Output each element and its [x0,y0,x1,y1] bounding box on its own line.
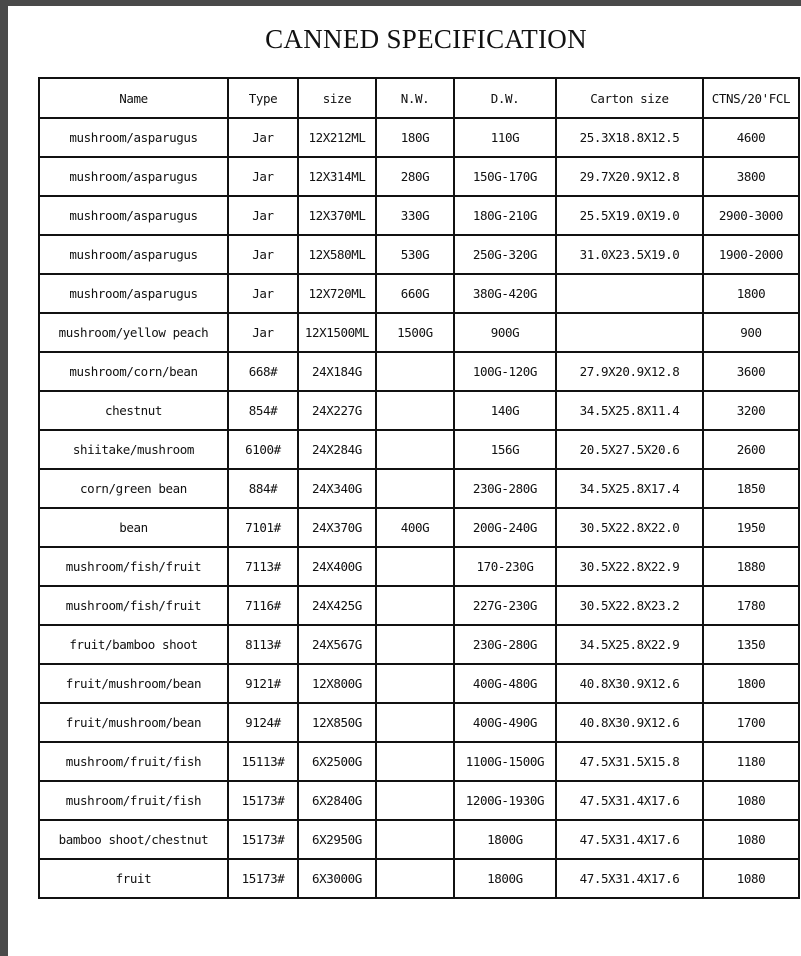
cell-carton-size: 40.8X30.9X12.6 [556,703,703,742]
cell-ctns-per-fcl: 1850 [703,469,799,508]
cell-ctns-per-fcl: 3200 [703,391,799,430]
cell-name: mushroom/fish/fruit [39,586,228,625]
cell-ctns-per-fcl: 3600 [703,352,799,391]
cell-size: 24X425G [298,586,376,625]
cell-type: Jar [228,118,298,157]
cell-dw: 1100G-1500G [454,742,556,781]
cell-carton-size: 34.5X25.8X11.4 [556,391,703,430]
table-row [39,508,799,547]
cell-nw: 330G [376,196,454,235]
cell-type: Jar [228,235,298,274]
cell-carton-size: 47.5X31.4X17.6 [556,820,703,859]
cell-carton-size: 47.5X31.4X17.6 [556,781,703,820]
cell-size: 6X2950G [298,820,376,859]
cell-name: fruit [39,859,228,898]
cell-carton-size [556,313,703,352]
table-row [39,820,799,859]
cell-ctns-per-fcl: 1080 [703,781,799,820]
cell-size: 12X580ML [298,235,376,274]
table-row [39,313,799,352]
cell-dw: 230G-280G [454,469,556,508]
cell-size: 24X227G [298,391,376,430]
cell-type: 9124# [228,703,298,742]
cell-nw [376,547,454,586]
cell-carton-size: 30.5X22.8X22.0 [556,508,703,547]
cell-ctns-per-fcl: 1080 [703,859,799,898]
cell-dw: 150G-170G [454,157,556,196]
cell-carton-size: 31.0X23.5X19.0 [556,235,703,274]
cell-type: 15173# [228,820,298,859]
cell-ctns-per-fcl: 2900-3000 [703,196,799,235]
cell-size: 24X400G [298,547,376,586]
cell-nw: 280G [376,157,454,196]
cell-type: 7101# [228,508,298,547]
cell-nw [376,625,454,664]
cell-nw [376,664,454,703]
cell-ctns-per-fcl: 1880 [703,547,799,586]
cell-type: 9121# [228,664,298,703]
cell-carton-size: 25.5X19.0X19.0 [556,196,703,235]
cell-carton-size: 47.5X31.4X17.6 [556,859,703,898]
cell-name: mushroom/asparugus [39,196,228,235]
cell-dw: 100G-120G [454,352,556,391]
cell-nw: 660G [376,274,454,313]
cell-carton-size: 29.7X20.9X12.8 [556,157,703,196]
cell-type: 7113# [228,547,298,586]
cell-name: mushroom/fish/fruit [39,547,228,586]
page-title: CANNED SPECIFICATION [265,24,587,54]
cell-carton-size: 27.9X20.9X12.8 [556,352,703,391]
cell-carton-size: 40.8X30.9X12.6 [556,664,703,703]
table-row [39,742,799,781]
table-row [39,391,799,430]
cell-carton-size: 30.5X22.8X23.2 [556,586,703,625]
cell-dw: 900G [454,313,556,352]
cell-type: 7116# [228,586,298,625]
cell-name: fruit/bamboo shoot [39,625,228,664]
table-row [39,118,799,157]
cell-size: 24X340G [298,469,376,508]
cell-size: 12X212ML [298,118,376,157]
document-page [8,6,801,956]
cell-dw: 200G-240G [454,508,556,547]
cell-ctns-per-fcl: 1780 [703,586,799,625]
cell-ctns-per-fcl: 2600 [703,430,799,469]
cell-dw: 1800G [454,820,556,859]
cell-name: mushroom/yellow peach [39,313,228,352]
column-header-nw: N.W. [376,78,454,118]
cell-carton-size: 34.5X25.8X17.4 [556,469,703,508]
cell-ctns-per-fcl: 1800 [703,274,799,313]
cell-dw: 180G-210G [454,196,556,235]
column-header-type: Type [228,78,298,118]
cell-type: 15113# [228,742,298,781]
cell-dw: 170-230G [454,547,556,586]
cell-type: 854# [228,391,298,430]
cell-name: mushroom/asparugus [39,274,228,313]
cell-carton-size: 20.5X27.5X20.6 [556,430,703,469]
cell-size: 12X720ML [298,274,376,313]
cell-type: Jar [228,157,298,196]
table-row [39,859,799,898]
cell-size: 12X370ML [298,196,376,235]
spec-table [38,77,800,899]
table-row [39,469,799,508]
cell-ctns-per-fcl: 900 [703,313,799,352]
cell-nw [376,820,454,859]
cell-name: mushroom/asparugus [39,235,228,274]
cell-carton-size: 30.5X22.8X22.9 [556,547,703,586]
cell-type: 8113# [228,625,298,664]
cell-nw [376,742,454,781]
cell-dw: 156G [454,430,556,469]
cell-dw: 1800G [454,859,556,898]
cell-size: 12X800G [298,664,376,703]
cell-ctns-per-fcl: 1700 [703,703,799,742]
cell-size: 6X2500G [298,742,376,781]
cell-ctns-per-fcl: 1180 [703,742,799,781]
header-row [39,78,799,118]
cell-nw [376,469,454,508]
cell-carton-size: 34.5X25.8X22.9 [556,625,703,664]
cell-size: 6X2840G [298,781,376,820]
cell-ctns-per-fcl: 1800 [703,664,799,703]
cell-carton-size: 25.3X18.8X12.5 [556,118,703,157]
table-row [39,586,799,625]
cell-type: 15173# [228,781,298,820]
cell-dw: 400G-490G [454,703,556,742]
table-row [39,547,799,586]
table-row [39,274,799,313]
column-header-name: Name [39,78,228,118]
cell-dw: 250G-320G [454,235,556,274]
cell-type: 668# [228,352,298,391]
table-row [39,625,799,664]
column-header-carton-size: Carton size [556,78,703,118]
table-row [39,430,799,469]
cell-carton-size [556,274,703,313]
cell-ctns-per-fcl: 3800 [703,157,799,196]
cell-name: bamboo shoot/chestnut [39,820,228,859]
cell-type: Jar [228,274,298,313]
cell-nw [376,352,454,391]
table-row [39,781,799,820]
column-header-ctns-per-fcl: CTNS/20'FCL [703,78,799,118]
cell-size: 12X1500ML [298,313,376,352]
cell-name: fruit/mushroom/bean [39,664,228,703]
table-row [39,235,799,274]
cell-dw: 110G [454,118,556,157]
cell-dw: 227G-230G [454,586,556,625]
cell-nw: 1500G [376,313,454,352]
column-header-dw: D.W. [454,78,556,118]
table-row [39,664,799,703]
cell-name: mushroom/fruit/fish [39,781,228,820]
cell-type: Jar [228,196,298,235]
cell-carton-size: 47.5X31.5X15.8 [556,742,703,781]
cell-dw: 380G-420G [454,274,556,313]
column-header-size: size [298,78,376,118]
table-row [39,196,799,235]
cell-type: 6100# [228,430,298,469]
cell-size: 24X567G [298,625,376,664]
cell-nw [376,781,454,820]
table-row [39,703,799,742]
cell-nw: 180G [376,118,454,157]
cell-nw: 530G [376,235,454,274]
cell-nw [376,430,454,469]
cell-ctns-per-fcl: 1900-2000 [703,235,799,274]
cell-name: mushroom/corn/bean [39,352,228,391]
cell-name: mushroom/fruit/fish [39,742,228,781]
cell-dw: 1200G-1930G [454,781,556,820]
cell-nw [376,859,454,898]
cell-type: 15173# [228,859,298,898]
cell-nw: 400G [376,508,454,547]
cell-nw [376,586,454,625]
cell-size: 24X284G [298,430,376,469]
cell-nw [376,391,454,430]
cell-name: bean [39,508,228,547]
cell-dw: 400G-480G [454,664,556,703]
cell-size: 6X3000G [298,859,376,898]
cell-name: corn/green bean [39,469,228,508]
table-row [39,157,799,196]
cell-dw: 140G [454,391,556,430]
cell-type: Jar [228,313,298,352]
cell-size: 24X184G [298,352,376,391]
cell-name: chestnut [39,391,228,430]
cell-ctns-per-fcl: 1080 [703,820,799,859]
cell-name: shiitake/mushroom [39,430,228,469]
table-row [39,352,799,391]
cell-name: fruit/mushroom/bean [39,703,228,742]
cell-ctns-per-fcl: 1350 [703,625,799,664]
cell-size: 12X314ML [298,157,376,196]
cell-name: mushroom/asparugus [39,118,228,157]
cell-ctns-per-fcl: 4600 [703,118,799,157]
cell-name: mushroom/asparugus [39,157,228,196]
cell-type: 884# [228,469,298,508]
cell-size: 24X370G [298,508,376,547]
cell-ctns-per-fcl: 1950 [703,508,799,547]
cell-dw: 230G-280G [454,625,556,664]
cell-size: 12X850G [298,703,376,742]
cell-nw [376,703,454,742]
